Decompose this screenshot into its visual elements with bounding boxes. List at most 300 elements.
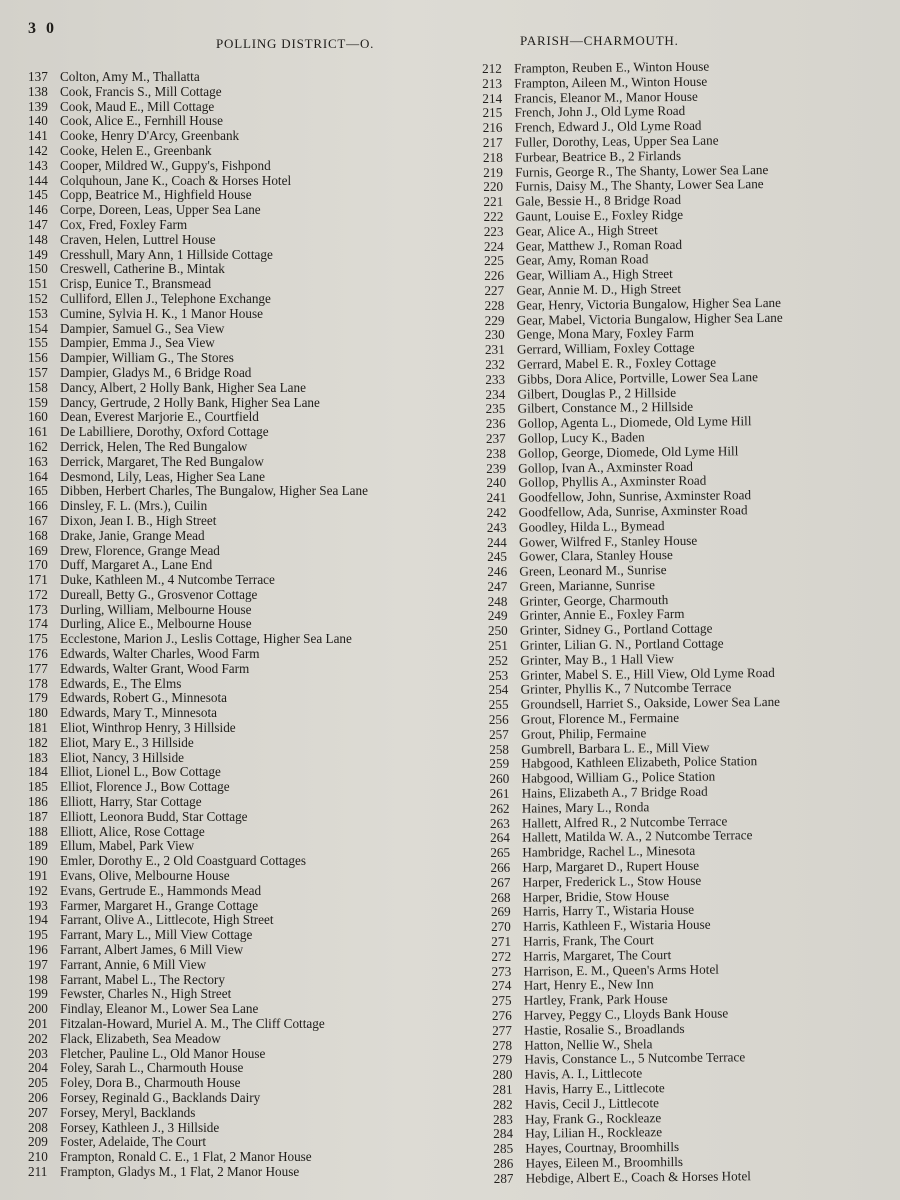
entry-name-address: Gower, Wilfred F., Stanley House bbox=[518, 532, 698, 550]
entry-number: 254 bbox=[488, 682, 509, 698]
entry-name-address: Grinter, Sidney G., Portland Cottage bbox=[519, 620, 713, 638]
entry-number: 142 bbox=[28, 142, 48, 158]
entry-name-address: Gollop, Ivan A., Axminster Road bbox=[518, 458, 694, 476]
entry-number: 232 bbox=[485, 356, 506, 372]
entry-name-address: Edwards, Walter Grant, Wood Farm bbox=[60, 660, 250, 676]
entry-name-address: Cook, Alice E., Fernhill House bbox=[60, 113, 223, 129]
entry-number: 204 bbox=[28, 1060, 48, 1076]
register-entry bbox=[28, 499, 438, 514]
register-entry bbox=[28, 884, 438, 899]
entry-name-address: Francis, Eleanor M., Manor House bbox=[514, 88, 698, 106]
entry-name-address: Harris, Harry T., Wistaria House bbox=[522, 902, 695, 920]
entry-number: 242 bbox=[486, 504, 507, 520]
entry-number: 231 bbox=[484, 341, 505, 358]
register-entry bbox=[28, 484, 438, 499]
register-entry bbox=[28, 973, 438, 988]
register-entry bbox=[28, 159, 438, 174]
register-entry bbox=[28, 248, 438, 263]
entry-number: 246 bbox=[487, 563, 508, 580]
entry-number: 219 bbox=[483, 164, 504, 180]
entry-name-address: Gear, Annie M. D., High Street bbox=[516, 280, 682, 298]
entry-number: 279 bbox=[492, 1052, 513, 1068]
entry-name-address: Hastie, Rosalie S., Broadlands bbox=[524, 1020, 685, 1038]
entry-number: 145 bbox=[28, 187, 48, 203]
register-entry bbox=[28, 1076, 438, 1091]
entry-number: 179 bbox=[28, 690, 48, 706]
entry-name-address: Havis, Harry E., Littlecote bbox=[524, 1080, 665, 1097]
entry-number: 263 bbox=[489, 815, 510, 831]
entry-number: 266 bbox=[490, 859, 511, 875]
entry-number: 188 bbox=[28, 823, 48, 839]
register-entry bbox=[28, 677, 438, 692]
entry-name-address: Corpe, Doreen, Leas, Upper Sea Lane bbox=[60, 202, 261, 218]
entry-number: 194 bbox=[28, 912, 48, 928]
entry-number: 167 bbox=[28, 512, 48, 528]
entry-name-address: Dancy, Albert, 2 Holly Bank, Higher Sea Lane bbox=[60, 379, 306, 395]
entry-number: 161 bbox=[28, 424, 48, 440]
entry-number: 198 bbox=[28, 971, 48, 987]
entry-name-address: Dampier, Gladys M., 6 Bridge Road bbox=[60, 364, 252, 380]
entry-number: 209 bbox=[28, 1134, 48, 1150]
entry-number: 185 bbox=[28, 779, 48, 795]
register-entry bbox=[28, 114, 438, 129]
entry-name-address: Grinter, May B., 1 Hall View bbox=[520, 650, 675, 668]
entry-number: 148 bbox=[28, 231, 48, 247]
left-column-list bbox=[28, 70, 438, 1180]
entry-number: 174 bbox=[28, 616, 48, 632]
entry-number: 222 bbox=[483, 208, 504, 224]
entry-name-address: Cresshull, Mary Ann, 1 Hillside Cottage bbox=[60, 246, 273, 262]
entry-name-address: Gilbert, Constance M., 2 Hillside bbox=[517, 399, 694, 416]
register-entry bbox=[28, 85, 438, 100]
entry-name-address: Colquhoun, Jane K., Coach & Horses Hotel bbox=[60, 172, 292, 188]
entry-number: 227 bbox=[484, 282, 505, 298]
entry-number: 259 bbox=[489, 756, 510, 772]
entry-name-address: Harris, Frank, The Court bbox=[523, 932, 654, 949]
entry-name-address: Frampton, Gladys M., 1 Flat, 2 Manor House bbox=[60, 1163, 300, 1179]
entry-number: 256 bbox=[488, 711, 509, 728]
register-entry bbox=[28, 780, 438, 795]
entry-number: 165 bbox=[28, 483, 48, 499]
entry-name-address: Elliott, Leonora Budd, Star Cottage bbox=[60, 808, 248, 824]
entry-name-address: Haines, Mary L., Ronda bbox=[521, 799, 650, 816]
entry-name-address: Grinter, Annie E., Foxley Farm bbox=[519, 606, 685, 624]
register-entry bbox=[28, 1121, 438, 1136]
register-entry bbox=[28, 351, 438, 366]
entry-number: 144 bbox=[28, 172, 48, 188]
register-entry bbox=[28, 129, 438, 144]
register-entry bbox=[28, 174, 438, 189]
register-entry bbox=[28, 558, 438, 573]
entry-number: 261 bbox=[489, 785, 510, 802]
entry-name-address: Dancy, Gertrude, 2 Holly Bank, Higher Sea Lane bbox=[60, 394, 320, 410]
register-entry bbox=[28, 721, 438, 736]
entry-name-address: Cumine, Sylvia H. K., 1 Manor House bbox=[60, 305, 263, 321]
register-entry bbox=[28, 188, 438, 203]
entry-name-address: Drake, Janie, Grange Mead bbox=[60, 527, 205, 543]
entry-name-address: Furnis, Daisy M., The Shanty, Lower Sea Lane bbox=[515, 176, 764, 195]
entry-name-address: Farrant, Annie, 6 Mill View bbox=[60, 956, 207, 972]
entry-name-address: Dinsley, F. L. (Mrs.), Cuilin bbox=[60, 498, 208, 514]
entry-name-address: Goodley, Hilda L., Bymead bbox=[518, 517, 665, 535]
entry-number: 177 bbox=[28, 660, 48, 676]
entry-name-address: Durling, Alice E., Melbourne House bbox=[60, 616, 252, 632]
register-entry bbox=[28, 647, 438, 662]
entry-number: 262 bbox=[489, 800, 510, 816]
entry-number: 236 bbox=[485, 415, 506, 432]
entry-name-address: Forsey, Meryl, Backlands bbox=[60, 1104, 196, 1120]
entry-number: 230 bbox=[484, 327, 505, 343]
entry-name-address: Gear, Mabel, Victoria Bungalow, Higher Sea Lane bbox=[516, 309, 783, 328]
entry-name-address: Cook, Francis S., Mill Cottage bbox=[60, 83, 222, 99]
register-entry bbox=[28, 1091, 438, 1106]
entry-number: 277 bbox=[492, 1022, 512, 1038]
entry-name-address: Gear, Amy, Roman Road bbox=[516, 251, 649, 269]
entry-name-address: Crisp, Eunice T., Bransmead bbox=[60, 276, 212, 292]
register-entry bbox=[28, 1061, 438, 1076]
entry-name-address: Genge, Mona Mary, Foxley Farm bbox=[516, 325, 695, 342]
register-entry bbox=[28, 795, 438, 810]
register-entry bbox=[28, 839, 438, 854]
entry-name-address: Eliot, Mary E., 3 Hillside bbox=[60, 734, 194, 750]
entry-name-address: Gower, Clara, Stanley House bbox=[519, 547, 673, 564]
entry-number: 282 bbox=[492, 1096, 513, 1112]
entry-name-address: Grout, Philip, Fermaine bbox=[520, 725, 647, 742]
entry-number: 155 bbox=[28, 335, 48, 351]
entry-name-address: Green, Marianne, Sunrise bbox=[519, 577, 656, 594]
register-entry bbox=[28, 943, 438, 958]
entry-name-address: Hay, Frank G., Rockleaze bbox=[524, 1109, 662, 1127]
entry-name-address: Gibbs, Dora Alice, Portville, Lower Sea Lane bbox=[517, 368, 758, 387]
entry-name-address: Gollop, Lucy K., Baden bbox=[517, 429, 645, 446]
entry-name-address: Fletcher, Pauline L., Old Manor House bbox=[60, 1045, 266, 1061]
entry-name-address: Edwards, Mary T., Minnesota bbox=[60, 705, 217, 721]
entry-name-address: Gerrard, William, Foxley Cottage bbox=[516, 339, 695, 357]
page-number: 3 0 bbox=[28, 20, 57, 37]
entry-name-address: Frampton, Aileen M., Winton House bbox=[514, 73, 708, 91]
entry-name-address: Cook, Maud E., Mill Cottage bbox=[60, 98, 215, 114]
register-entry bbox=[28, 1002, 438, 1017]
entry-name-address: Findlay, Eleanor M., Lower Sea Lane bbox=[60, 1001, 259, 1017]
entry-name-address: Havis, Cecil J., Littlecote bbox=[524, 1094, 660, 1112]
entry-number: 241 bbox=[486, 489, 507, 506]
entry-name-address: Grinter, Mabel S. E., Hill View, Old Lyme Road bbox=[520, 664, 775, 683]
entry-number: 235 bbox=[485, 401, 506, 417]
register-entry bbox=[28, 632, 438, 647]
entry-number: 287 bbox=[493, 1170, 514, 1186]
register-entry bbox=[28, 1017, 438, 1032]
entry-name-address: Gumbrell, Barbara L. E., Mill View bbox=[521, 739, 710, 757]
entry-name-address: French, John J., Old Lyme Road bbox=[514, 103, 686, 121]
entry-number: 184 bbox=[28, 764, 48, 780]
entry-name-address: Cooke, Helen E., Greenbank bbox=[60, 142, 212, 158]
entry-name-address: Derrick, Margaret, The Red Bungalow bbox=[60, 453, 264, 469]
entry-number: 280 bbox=[492, 1066, 513, 1083]
entry-name-address: Hains, Elizabeth A., 7 Bridge Road bbox=[521, 783, 708, 801]
entry-number: 197 bbox=[28, 956, 48, 972]
entry-number: 251 bbox=[488, 637, 508, 654]
entry-number: 270 bbox=[490, 918, 511, 935]
register-entry bbox=[28, 1135, 438, 1150]
entry-name-address: Groundsell, Harriet S., Oakside, Lower Sea Lane bbox=[520, 694, 781, 712]
register-entry bbox=[28, 70, 438, 85]
register-entry bbox=[28, 958, 438, 973]
entry-number: 225 bbox=[484, 253, 504, 269]
entry-number: 206 bbox=[28, 1089, 48, 1105]
entry-name-address: Colton, Amy M., Thallatta bbox=[60, 69, 200, 84]
entry-name-address: Elliott, Harry, Star Cottage bbox=[60, 794, 202, 810]
register-entry bbox=[28, 440, 438, 455]
entry-name-address: Farrant, Mary L., Mill View Cottage bbox=[60, 927, 253, 943]
entry-number: 158 bbox=[28, 379, 48, 395]
entry-number: 202 bbox=[28, 1030, 48, 1046]
entry-name-address: Hayes, Courtnay, Broomhills bbox=[525, 1139, 680, 1156]
register-entry bbox=[28, 1165, 438, 1180]
entry-name-address: Edwards, E., The Elms bbox=[60, 675, 182, 691]
entry-name-address: Foley, Sarah L., Charmouth House bbox=[60, 1060, 244, 1076]
entry-number: 140 bbox=[28, 113, 48, 129]
entry-name-address: Hatton, Nellie W., Shela bbox=[524, 1035, 653, 1053]
entry-number: 248 bbox=[487, 593, 508, 609]
register-entry bbox=[28, 455, 438, 470]
register-entry bbox=[28, 706, 438, 721]
entry-number: 234 bbox=[485, 386, 506, 402]
entry-number: 285 bbox=[493, 1140, 514, 1157]
entry-number: 240 bbox=[486, 475, 507, 491]
register-entry bbox=[28, 1106, 438, 1121]
entry-name-address: Grinter, George, Charmouth bbox=[519, 591, 669, 609]
register-entry bbox=[28, 100, 438, 115]
entry-name-address: Elliott, Alice, Rose Cottage bbox=[60, 823, 205, 839]
register-entry bbox=[28, 662, 438, 677]
entry-name-address: Cooke, Henry D'Arcy, Greenbank bbox=[60, 128, 240, 144]
entry-number: 239 bbox=[486, 460, 507, 476]
entry-number: 201 bbox=[28, 1016, 48, 1031]
entry-name-address: Gear, Henry, Victoria Bungalow, Higher Sea Lane bbox=[516, 294, 782, 313]
entry-number: 250 bbox=[487, 623, 508, 639]
entry-number: 203 bbox=[28, 1045, 48, 1061]
entry-name-address: Foster, Adelaide, The Court bbox=[60, 1134, 207, 1150]
entry-number: 220 bbox=[483, 179, 504, 195]
register-entry bbox=[28, 928, 438, 943]
entry-number: 237 bbox=[485, 430, 506, 446]
entry-number: 200 bbox=[28, 1001, 48, 1017]
entry-name-address: Dean, Everest Marjorie E., Courtfield bbox=[60, 409, 259, 425]
register-entry bbox=[28, 203, 438, 218]
entry-name-address: Edwards, Robert G., Minnesota bbox=[60, 690, 228, 706]
entry-number: 170 bbox=[28, 557, 48, 573]
entry-name-address: Harris, Margaret, The Court bbox=[523, 946, 672, 964]
entry-name-address: Gear, Matthew J., Roman Road bbox=[515, 236, 683, 254]
entry-number: 273 bbox=[491, 963, 512, 979]
entry-number: 216 bbox=[482, 119, 503, 136]
register-entry bbox=[28, 336, 438, 351]
entry-number: 189 bbox=[28, 838, 48, 854]
entry-number: 138 bbox=[28, 83, 48, 99]
entry-name-address: Hallett, Matilda W. A., 2 Nutcombe Terrace bbox=[522, 827, 753, 846]
entry-number: 229 bbox=[484, 312, 505, 328]
register-entry bbox=[28, 425, 438, 440]
entry-number: 169 bbox=[28, 542, 48, 558]
entry-name-address: Gerrard, Mabel E. R., Foxley Cottage bbox=[517, 354, 717, 372]
entry-name-address: French, Edward J., Old Lyme Road bbox=[514, 117, 702, 135]
entry-number: 164 bbox=[28, 468, 48, 484]
entry-name-address: Cooper, Mildred W., Guppy's, Fishpond bbox=[60, 157, 271, 173]
entry-number: 249 bbox=[487, 608, 508, 624]
entry-number: 157 bbox=[28, 364, 48, 380]
entry-number: 274 bbox=[491, 978, 512, 994]
register-entry bbox=[28, 869, 438, 884]
entry-number: 159 bbox=[28, 394, 48, 410]
entry-name-address: Harris, Kathleen F., Wistaria House bbox=[522, 916, 711, 934]
entry-name-address: Goodfellow, Ada, Sunrise, Axminster Road bbox=[518, 502, 748, 520]
entry-name-address: Green, Leonard M., Sunrise bbox=[519, 562, 667, 579]
entry-name-address: Gollop, Phyllis A., Axminster Road bbox=[518, 472, 707, 490]
entry-number: 176 bbox=[28, 646, 48, 662]
register-entry bbox=[28, 751, 438, 766]
entry-number: 276 bbox=[491, 1007, 512, 1023]
entry-name-address: Desmond, Lily, Leas, Higher Sea Lane bbox=[60, 468, 265, 484]
entry-number: 271 bbox=[491, 933, 512, 949]
entry-name-address: Harvey, Peggy C., Lloyds Bank House bbox=[523, 1005, 729, 1023]
entry-number: 238 bbox=[486, 445, 506, 461]
entry-number: 156 bbox=[28, 350, 48, 366]
entry-number: 160 bbox=[28, 409, 48, 425]
entry-number: 143 bbox=[28, 157, 48, 173]
entry-number: 190 bbox=[28, 853, 48, 869]
entry-number: 257 bbox=[488, 726, 509, 742]
entry-name-address: Fewster, Charles N., High Street bbox=[60, 986, 232, 1002]
entry-name-address: Farmer, Margaret H., Grange Cottage bbox=[60, 897, 259, 913]
entry-name-address: Evans, Olive, Melbourne House bbox=[60, 868, 230, 884]
entry-number: 265 bbox=[490, 844, 511, 861]
entry-number: 175 bbox=[28, 631, 48, 647]
entry-number: 247 bbox=[487, 578, 508, 594]
entry-number: 171 bbox=[28, 572, 48, 588]
register-entry bbox=[28, 1032, 438, 1047]
entry-name-address: Durling, William, Melbourne House bbox=[60, 601, 252, 617]
entry-number: 218 bbox=[482, 149, 503, 165]
entry-number: 146 bbox=[28, 202, 48, 218]
register-entry bbox=[494, 1167, 900, 1186]
entry-name-address: Eliot, Winthrop Henry, 3 Hillside bbox=[60, 720, 236, 736]
entry-number: 162 bbox=[28, 438, 48, 454]
entry-number: 264 bbox=[490, 830, 510, 846]
register-entry bbox=[28, 987, 438, 1002]
entry-name-address: Duff, Margaret A., Lane End bbox=[60, 557, 213, 573]
entry-number: 253 bbox=[488, 667, 509, 683]
entry-name-address: Grinter, Phyllis K., 7 Nutcombe Terrace bbox=[520, 679, 732, 698]
entry-name-address: Dibben, Herbert Charles, The Bungalow, Higher Sea Lane bbox=[60, 483, 368, 499]
register-entry bbox=[28, 691, 438, 706]
entry-number: 181 bbox=[28, 720, 48, 736]
register-entry bbox=[28, 736, 438, 751]
register-entry bbox=[28, 1150, 438, 1165]
register-entry bbox=[28, 218, 438, 233]
entry-number: 284 bbox=[493, 1126, 514, 1142]
register-entry bbox=[28, 1047, 438, 1062]
entry-number: 163 bbox=[28, 453, 48, 469]
register-entry bbox=[28, 144, 438, 159]
entry-number: 214 bbox=[482, 90, 503, 106]
register-entry bbox=[28, 810, 438, 825]
entry-number: 255 bbox=[488, 697, 509, 713]
entry-name-address: Hallett, Alfred R., 2 Nutcombe Terrace bbox=[521, 813, 728, 831]
entry-name-address: Furbear, Beatrice B., 2 Firlands bbox=[514, 147, 682, 165]
entry-number: 207 bbox=[28, 1104, 48, 1120]
register-entry bbox=[28, 307, 438, 322]
entry-number: 228 bbox=[484, 297, 505, 313]
entry-number: 153 bbox=[28, 305, 48, 321]
entry-name-address: Farrant, Albert James, 6 Mill View bbox=[60, 942, 244, 958]
entry-name-address: Dixon, Jean I. B., High Street bbox=[60, 512, 217, 528]
register-entry bbox=[28, 588, 438, 603]
entry-name-address: Furnis, George R., The Shanty, Lower Sea Lane bbox=[515, 161, 769, 180]
entry-name-address: Edwards, Walter Charles, Wood Farm bbox=[60, 646, 260, 662]
entry-number: 269 bbox=[490, 904, 511, 920]
entry-name-address: Copp, Beatrice M., Highfield House bbox=[60, 187, 252, 203]
entry-name-address: Gear, Alice A., High Street bbox=[515, 221, 658, 239]
entry-number: 183 bbox=[28, 749, 48, 765]
register-entry bbox=[28, 366, 438, 381]
entry-number: 193 bbox=[28, 897, 48, 913]
entry-name-address: Harper, Frederick L., Stow House bbox=[522, 872, 702, 890]
entry-name-address: Gilbert, Douglas P., 2 Hillside bbox=[517, 384, 677, 402]
polling-district-header: POLLING DISTRICT—O. bbox=[216, 36, 375, 51]
entry-name-address: Havis, A. I., Littlecote bbox=[524, 1065, 643, 1082]
entry-number: 205 bbox=[28, 1075, 48, 1091]
entry-name-address: Harper, Bridie, Stow House bbox=[522, 887, 670, 905]
entry-name-address: Ellum, Mabel, Park View bbox=[60, 838, 195, 854]
entry-name-address: Frampton, Reuben E., Winton House bbox=[513, 58, 710, 76]
entry-name-address: Habgood, Kathleen Elizabeth, Police Station bbox=[521, 753, 758, 772]
entry-number: 187 bbox=[28, 808, 48, 824]
entry-name-address: Harp, Margaret D., Rupert House bbox=[522, 857, 700, 875]
entry-name-address: Elliot, Florence J., Bow Cottage bbox=[60, 779, 230, 795]
entry-name-address: Habgood, William G., Police Station bbox=[521, 768, 716, 786]
register-entry bbox=[28, 277, 438, 292]
register-entry bbox=[28, 410, 438, 425]
entry-number: 147 bbox=[28, 216, 48, 232]
entry-name-address: Culliford, Ellen J., Telephone Exchange bbox=[60, 290, 271, 306]
entry-name-address: Dampier, William G., The Stores bbox=[60, 350, 234, 366]
entry-number: 168 bbox=[28, 527, 48, 543]
entry-number: 154 bbox=[28, 320, 48, 336]
entry-number: 208 bbox=[28, 1119, 48, 1135]
entry-number: 260 bbox=[489, 771, 510, 787]
entry-name-address: Havis, Constance L., 5 Nutcombe Terrace bbox=[524, 1049, 746, 1068]
entry-name-address: Gear, William A., High Street bbox=[516, 266, 673, 283]
register-entry bbox=[28, 854, 438, 869]
entry-number: 173 bbox=[28, 601, 48, 617]
entry-number: 245 bbox=[487, 549, 508, 565]
register-entry bbox=[28, 573, 438, 588]
entry-number: 244 bbox=[486, 534, 507, 550]
entry-name-address: Gale, Bessie H., 8 Bridge Road bbox=[515, 192, 682, 209]
entry-number: 141 bbox=[28, 128, 48, 144]
entry-name-address: Foley, Dora B., Charmouth House bbox=[60, 1075, 241, 1091]
entry-number: 191 bbox=[28, 868, 48, 884]
entry-number: 212 bbox=[481, 60, 502, 76]
register-entry bbox=[28, 899, 438, 914]
entry-name-address: Fuller, Dorothy, Leas, Upper Sea Lane bbox=[514, 132, 719, 150]
entry-name-address: Derrick, Helen, The Red Bungalow bbox=[60, 438, 248, 454]
entry-number: 283 bbox=[492, 1111, 513, 1127]
entry-name-address: Elliot, Lionel L., Bow Cottage bbox=[60, 764, 221, 780]
entry-number: 137 bbox=[28, 69, 48, 84]
register-entry bbox=[28, 514, 438, 529]
entry-number: 213 bbox=[482, 75, 503, 91]
